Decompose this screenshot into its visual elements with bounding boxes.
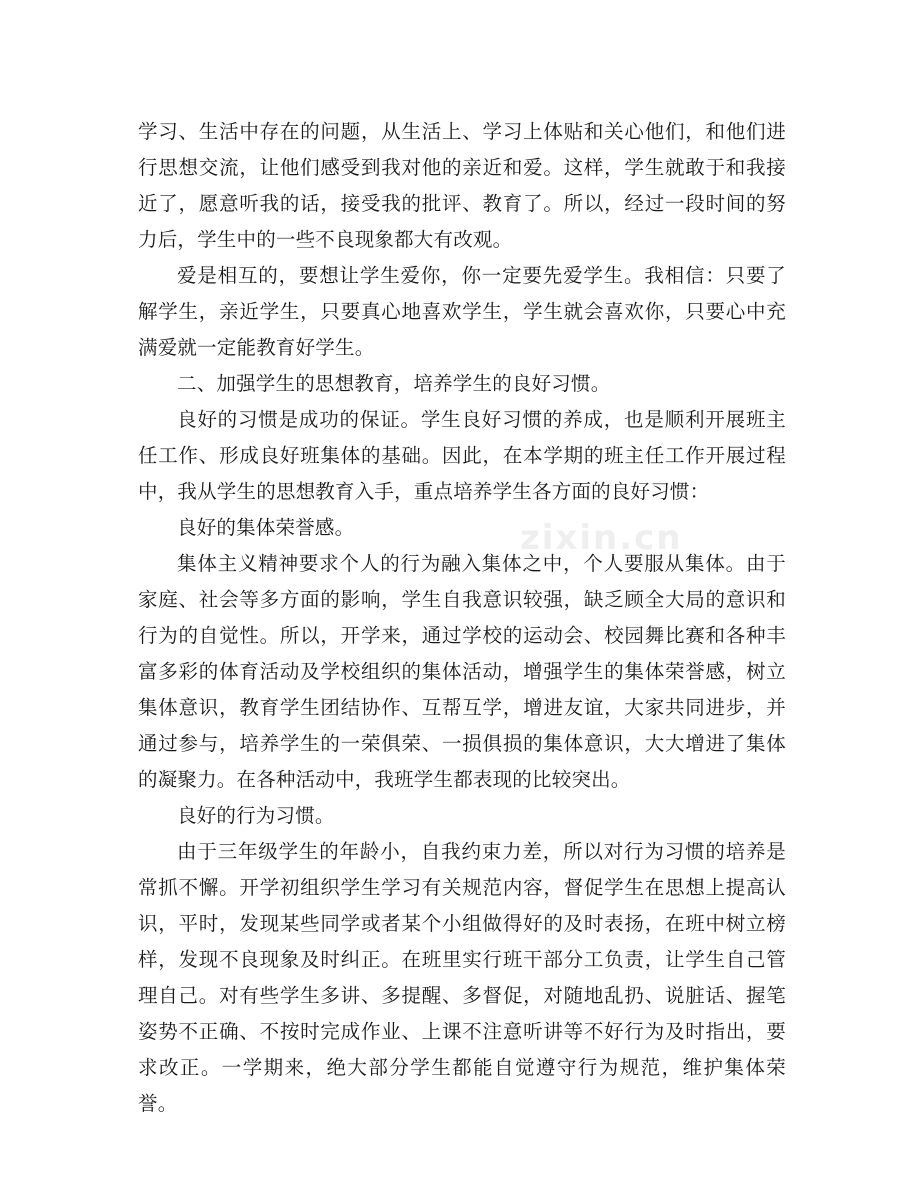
section-heading: 二、加强学生的思想教育，培养学生的良好习惯。 (177, 372, 611, 395)
paragraph: 集体主义精神要求个人的行为融入集体之中，个人要服从集体。由于家庭、社会等多方面的影响，学生自我意识较强，缺乏顾全大局的意识和行为的自觉性。所以，开学来，通过学校的运动会、校园舞比赛和各种丰富多彩的体育活动及学校组织的集体活动，增强学生的集体荣誉感，树立集体意识，教育学生团结协作、互帮互学，增进友谊，大家共同进步，并通过参与，培养学生的一荣俱荣、一损俱损的集体意识，大大增进了集体的凝聚力。在各种活动中，我班学生都表现的比较突出。 (138, 552, 786, 791)
watermark: zixin.cn (520, 518, 683, 558)
paragraph: 爱是相互的，要想让学生爱你，你一定要先爱学生。我相信：只要了解学生，亲近学生，只要真心地喜欢学生，学生就会喜欢你，只要心中充满爱就一定能教育好学生。 (138, 264, 786, 359)
subheading: 良好的集体荣誉感。 (177, 516, 355, 539)
subheading: 良好的行为习惯。 (177, 804, 335, 827)
document-body (138, 114, 786, 1122)
paragraph: 良好的习惯是成功的保证。学生良好习惯的养成，也是顺利开展班主任工作、形成良好班集体的基础。因此，在本学期的班主任工作开展过程中，我从学生的思想教育入手，重点培养学生各方面的良好习惯： (138, 408, 786, 503)
paragraph: 由于三年级学生的年龄小，自我约束力差，所以对行为习惯的培养是常抓不懈。开学初组织学生学习有关规范内容，督促学生在思想上提高认识，平时，发现某些同学或者某个小组做得好的及时表扬，在班中树立榜样，发现不良现象及时纠正。在班里实行班干部分工负责，让学生自己管理自己。对有些学生多讲、多提醒、多督促，对随地乱扔、说脏话、握笔姿势不正确、不按时完成作业、上课不注意听讲等不好行为及时指出，要求改正。一学期来，绝大部分学生都能自觉遵守行为规范，维护集体荣誉。 (138, 840, 786, 1115)
paragraph: 学习、生活中存在的问题，从生活上、学习上体贴和关心他们，和他们进行思想交流，让他们感受到我对他的亲近和爱。这样，学生就敢于和我接近了，愿意听我的话，接受我的批评、教育了。所以，经过一段时间的努力后，学生中的一些不良现象都大有改观。 (138, 120, 786, 251)
